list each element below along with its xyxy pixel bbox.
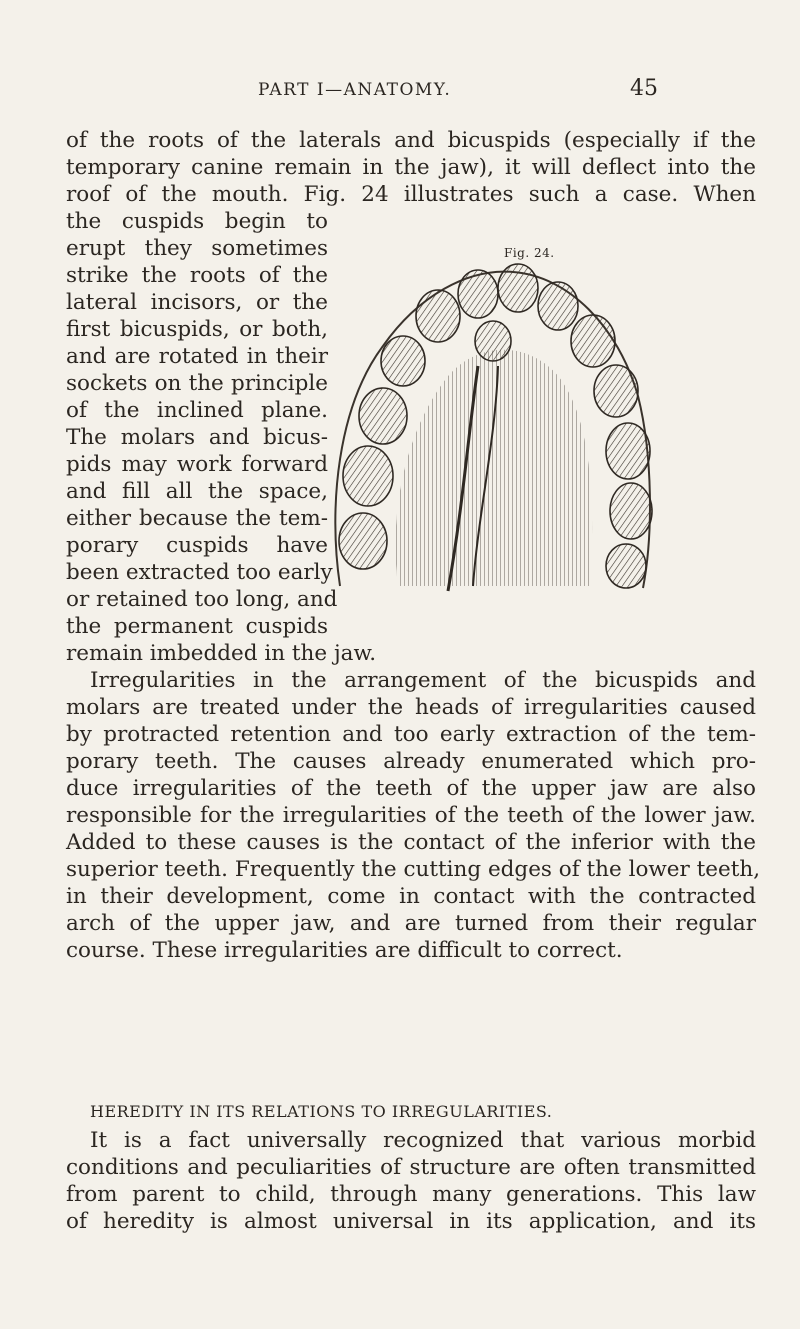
text-line: temporary canine remain in the jaw), it will deflect into the (66, 155, 756, 180)
figure-label: Fig. 24. (504, 246, 555, 260)
text-line: duce irregularities of the teeth of the upper jaw are also (66, 776, 756, 801)
text-line: in their development, come in contact with the contracted (66, 884, 756, 909)
text-line: The molars and bicus- (66, 425, 328, 450)
page-header (0, 76, 800, 106)
text-line: either because the tem- (66, 506, 328, 531)
text-line: and are rotated in their (66, 344, 328, 369)
figure-24 (328, 256, 656, 601)
text-line: Added to these causes is the contact of the inferior with the (66, 830, 756, 855)
upper-jaw-teeth-icon (328, 256, 656, 601)
text-line: arch of the upper jaw, and are turned from their regular (66, 911, 756, 936)
text-line: from parent to child, through many generations. This law (66, 1182, 756, 1207)
text-line: been extracted too early (66, 560, 333, 585)
text-line: superior teeth. Frequently the cutting edges of the lower teeth, (66, 857, 761, 882)
text-line: sockets on the principle (66, 371, 328, 396)
text-line: the cuspids begin to (66, 209, 328, 234)
page-number: 45 (630, 76, 658, 101)
text-line: first bicuspids, or both, (66, 317, 328, 342)
text-line: responsible for the irregularities of the teeth of the lower jaw. (66, 803, 756, 828)
text-line: erupt they sometimes (66, 236, 328, 261)
text-line: lateral incisors, or the (66, 290, 328, 315)
text-line: Irregularities in the arrangement of the bicuspids and (90, 668, 756, 693)
text-line: by protracted retention and too early extraction of the tem- (66, 722, 756, 747)
text-line: or retained too long, and (66, 587, 338, 612)
text-line: the permanent cuspids (66, 614, 328, 639)
text-line: of the inclined plane. (66, 398, 328, 423)
text-line: roof of the mouth. Fig. 24 illustrates such a case. When (66, 182, 756, 207)
text-line: strike the roots of the (66, 263, 328, 288)
text-line: remain imbedded in the jaw. (66, 641, 377, 666)
text-line: porary teeth. The causes already enumerated which pro- (66, 749, 756, 774)
text-line: conditions and peculiarities of structure are often transmitted (66, 1155, 756, 1180)
section-heading: HEREDITY IN ITS RELATIONS TO IRREGULARITIES. (90, 1102, 553, 1121)
running-head: PART I—ANATOMY. (258, 80, 452, 100)
text-line: of the roots of the laterals and bicuspids (especially if the (66, 128, 756, 153)
text-line: and fill all the space, (66, 479, 328, 504)
text-line: It is a fact universally recognized that various morbid (90, 1128, 756, 1153)
text-line: porary cuspids have (66, 533, 328, 558)
text-line: course. These irregularities are difficult to correct. (66, 938, 623, 963)
text-line: of heredity is almost universal in its application, and its (66, 1209, 756, 1234)
text-line: molars are treated under the heads of irregularities caused (66, 695, 756, 720)
text-line: pids may work forward (66, 452, 328, 477)
